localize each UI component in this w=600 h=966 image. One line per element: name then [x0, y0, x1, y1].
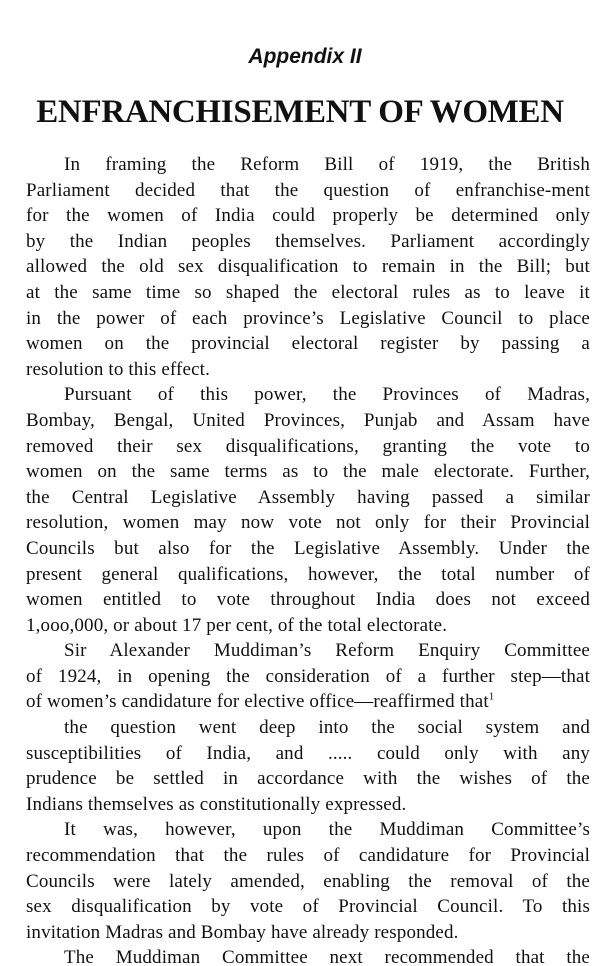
text-line-content: sex disqualification by vote of Provincial Council. To this: [26, 896, 590, 918]
text-line: [26, 434, 590, 460]
text-line-content: Pursuant of this power, the Provinces of Madras,: [64, 384, 590, 406]
text-line-content: at the same time so shaped the electoral rules as to leave it: [26, 281, 590, 303]
page-title: ENFRANCHISEMENT OF WOMEN: [36, 94, 564, 130]
text-line-content: of 1924, in opening the consideration of a further step—that: [26, 665, 590, 687]
text-line: [26, 920, 590, 946]
text-line: [26, 869, 590, 895]
text-line-content: Bombay, Bengal, United Provinces, Punjab and Assam have: [26, 409, 590, 431]
text-line: [26, 459, 590, 485]
text-line-content: the Central Legislative Assembly having passed a similar: [26, 486, 590, 508]
text-line-content: allowed the old sex disqualification to remain in the Bill; but: [26, 256, 590, 278]
footnote-marker: 1: [488, 691, 495, 704]
text-line-content: prudence be settled in accordance with the wishes of the: [26, 768, 590, 790]
text-line: [26, 715, 590, 741]
text-line: [26, 945, 590, 966]
text-line-content: the question went deep into the social system and: [64, 717, 590, 739]
body-text: [26, 152, 590, 966]
text-line-content: Councils were lately amended, enabling the removal of the: [26, 870, 590, 892]
text-line-content: of women’s candidature for elective office—reaffirmed that: [26, 691, 489, 713]
text-line: [26, 152, 590, 178]
text-line: [26, 843, 590, 869]
text-line-content: 1,ooo,000, or about 17 per cent, of the total electorate.: [26, 614, 448, 636]
text-line-content: women on the same terms as to the male electorate. Further,: [26, 461, 590, 483]
text-line-content: invitation Madras and Bombay have already responded.: [26, 921, 459, 943]
text-line: [26, 254, 590, 280]
text-line: [26, 408, 590, 434]
text-line-content: present general qualifications, however, the total number of: [26, 563, 590, 585]
text-line-content: women on the provincial electoral register by passing a: [26, 333, 590, 355]
text-line-content: It was, however, upon the Muddiman Committee’s: [64, 819, 590, 841]
text-line: [26, 766, 590, 792]
text-line: [26, 306, 590, 332]
text-line-content: for the women of India could properly be determined only: [26, 205, 590, 227]
text-line-content: susceptibilities of India, and ..... could only with any: [26, 742, 590, 764]
text-line: [26, 664, 590, 690]
text-line: [26, 817, 590, 843]
text-line-content: women entitled to vote throughout India does not exceed: [26, 589, 590, 611]
text-line: [26, 536, 590, 562]
text-line: [26, 280, 590, 306]
text-line-content: by the Indian peoples themselves. Parliament accordingly: [26, 230, 590, 252]
text-line: [26, 382, 590, 408]
text-line-content: Parliament decided that the question of enfranchise-ment: [26, 179, 590, 201]
text-line: [26, 689, 590, 715]
text-line: [26, 741, 590, 767]
text-line-content: resolution, women may now vote not only for their Provincial: [26, 512, 590, 534]
text-line: [26, 485, 590, 511]
text-line-content: removed their sex disqualifications, granting the vote to: [26, 435, 590, 457]
text-line-content: Sir Alexander Muddiman’s Reform Enquiry Committee: [64, 640, 590, 662]
appendix-label: Appendix II: [248, 45, 362, 68]
text-line-content: recommendation that the rules of candidature for Provincial: [26, 845, 590, 867]
text-line: [26, 331, 590, 357]
text-line: [26, 613, 590, 639]
text-line: [26, 638, 590, 664]
text-line: [26, 178, 590, 204]
text-line: [26, 203, 590, 229]
text-line: [26, 894, 590, 920]
text-line: [26, 792, 590, 818]
text-line: [26, 587, 590, 613]
text-line: [26, 357, 590, 383]
text-line: [26, 562, 590, 588]
text-line-content: Indians themselves as constitutionally expressed.: [26, 793, 407, 815]
text-line-content: The Muddiman Committee next recommended that the: [64, 947, 590, 966]
text-line-content: resolution to this effect.: [26, 358, 211, 380]
text-line-content: Councils but also for the Legislative Assembly. Under the: [26, 537, 590, 559]
text-line: [26, 510, 590, 536]
text-line-content: In framing the Reform Bill of 1919, the British: [64, 154, 590, 175]
text-line-content: in the power of each province’s Legislative Council to place: [26, 307, 590, 329]
text-line: [26, 229, 590, 255]
